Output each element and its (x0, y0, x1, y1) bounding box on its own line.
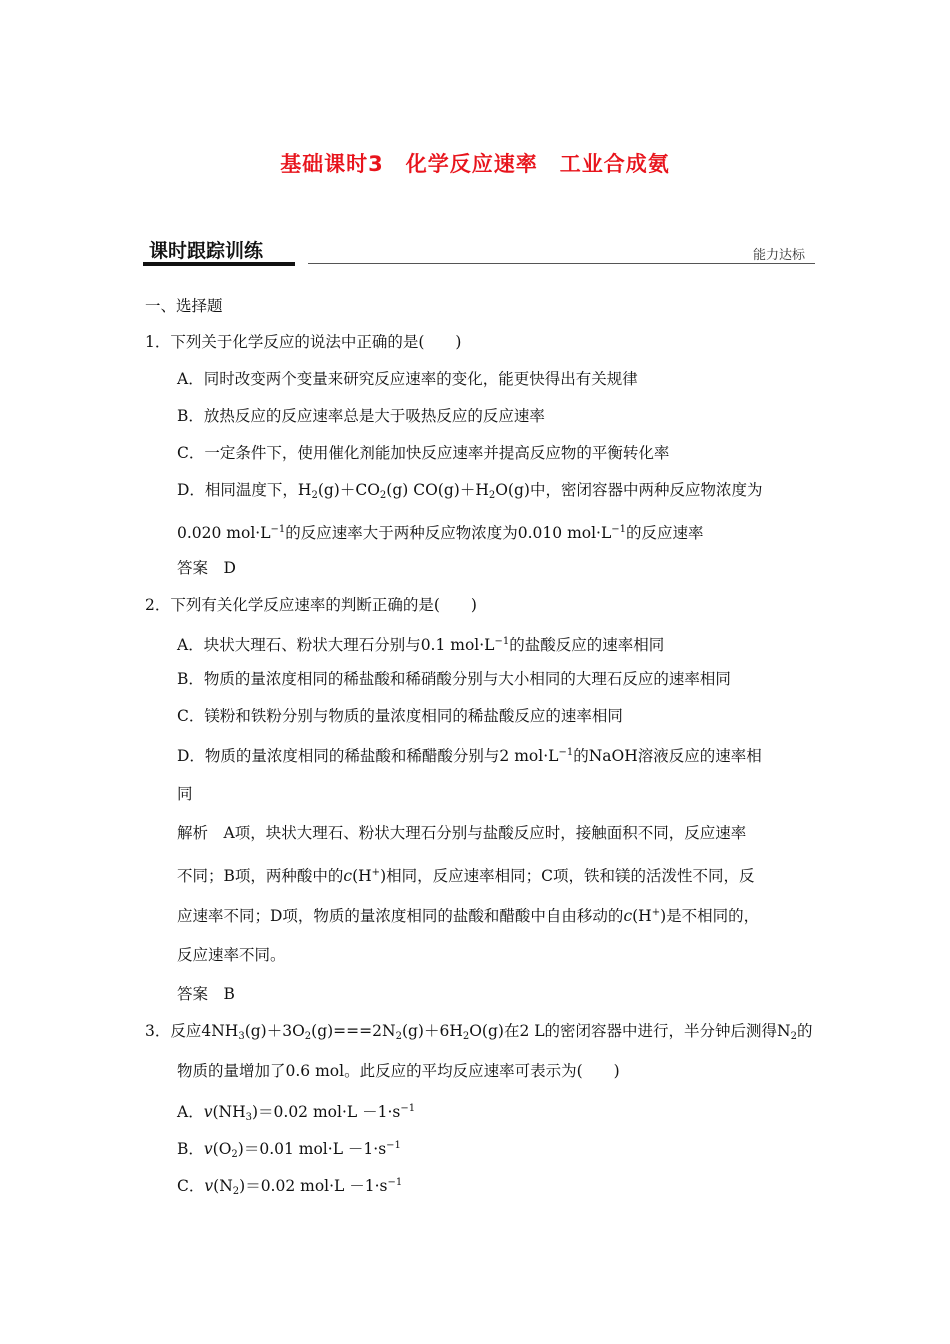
q1-answer: 答案 D (177, 559, 236, 577)
page-title: 基础课时3 化学反应速率 工业合成氨 (280, 152, 670, 176)
section-header (143, 236, 815, 266)
q1-option-d: D．相同温度下，$H_2(g)+CO_2(g)$ $CO(g)+H_2O(g)$中，密闭容器中两种反应物浓度为 (177, 481, 763, 501)
q3-stem: 3．反应$4NH_3(g)+3O_2(g)===2N_2(g)+6H_2O(g)$在2 L的密闭容器中进行，半分钟后测得$N_2$的 (145, 1022, 813, 1042)
q2-answer: 答案 B (177, 985, 235, 1003)
q3-stem-cont: 物质的量增加了0.6 mol。此反应的平均反应速率可表示为( ) (177, 1062, 620, 1080)
q1-stem: 1．下列关于化学反应的说法中正确的是( ) (145, 333, 462, 351)
q1-option-c: C．一定条件下，使用催化剂能加快反应速率并提高反应物的平衡转化率 (177, 444, 670, 462)
section-underline (143, 262, 295, 266)
q2-option-a: A．块状大理石、粉状大理石分别与0.1 $mol\cdot L^{-1}$的盐酸反应的速率相同 (177, 636, 665, 654)
q2-explanation-4: 反应速率不同。 (177, 946, 286, 964)
part-heading: 一、选择题 (145, 297, 223, 315)
section-tag: 能力达标 (752, 248, 805, 263)
q2-option-b: B．物质的量浓度相同的稀盐酸和稀硝酸分别与大小相同的大理石反应的速率相同 (177, 670, 731, 688)
q2-option-c: C．镁粉和铁粉分别与物质的量浓度相同的稀盐酸反应的速率相同 (177, 707, 623, 725)
q2-explanation-1: 解析 A项，块状大理石、粉状大理石分别与盐酸反应时，接触面积不同，反应速率 (177, 824, 747, 842)
q1-option-b: B．放热反应的反应速率总是大于吸热反应的反应速率 (177, 407, 545, 425)
q2-explanation-3: 应速率不同；D项，物质的量浓度相同的盐酸和醋酸中自由移动的c(H+)是不相同的， (177, 907, 760, 925)
section-rule (308, 263, 815, 264)
q3-option-c: C．$v(N_2)=0.02$ $mol\cdot L -1\cdot s^{-1}$ (177, 1177, 403, 1197)
q2-option-d-cont: 同 (177, 785, 193, 803)
q2-stem: 2．下列有关化学反应速率的判断正确的是( ) (145, 596, 477, 614)
q2-explanation-2: 不同；B项，两种酸中的c(H+)相同，反应速率相同；C项，铁和镁的活泼性不同，反 (177, 867, 755, 885)
q2-option-d: D．物质的量浓度相同的稀盐酸和稀醋酸分别与2 $mol\cdot L^{-1}$的NaOH溶液反应的速率相 (177, 747, 762, 765)
q1-option-a: A．同时改变两个变量来研究反应速率的变化，能更快得出有关规律 (177, 370, 638, 388)
q3-option-b: B．$v(O_2)=0.01$ $mol\cdot L -1\cdot s^{-1}$ (177, 1140, 401, 1160)
q1-option-d-cont: 0.020 $mol\cdot L^{-1}$的反应速率大于两种反应物浓度为0.010 $mol\cdot L^{-1}$的反应速率 (177, 524, 704, 542)
section-title: 课时跟踪训练 (149, 240, 264, 262)
q3-option-a: A．$v(NH_3)=0.02$ $mol\cdot L -1\cdot s^{-1}$ (177, 1103, 416, 1123)
